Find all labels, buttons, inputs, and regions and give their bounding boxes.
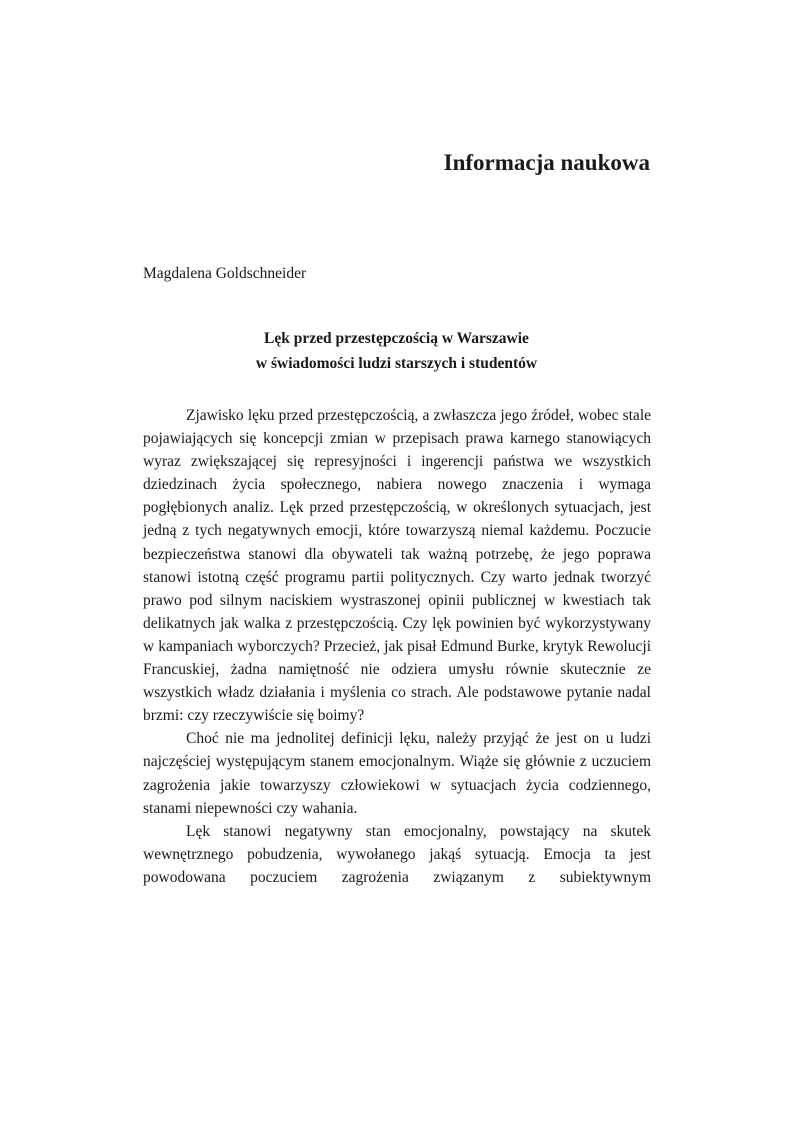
body-paragraph-3: Lęk stanowi negatywny stan emocjonalny, powstający na skutek wewnętrznego pobudzenia, wywołanego jakąś sytuacją. Emocja ta jest powodowana poczuciem zagrożenia związanym z subiektywnym xyxy=(143,822,651,886)
body-paragraph-2: Choć nie ma jednolitej definicji lęku, należy przyjąć że jest on u ludzi najczęściej występującym stanem emocjonalnym. Wiąże się głównie z uczuciem zagrożenia jakie towarzyszy człowiekowi w sytuacjach życia codziennego, stanami niepewności czy wahania. xyxy=(143,730,651,817)
article-title-line-1: Lęk przed przestępczością w Warszawie xyxy=(264,330,529,347)
article-body xyxy=(143,404,651,889)
article-title-line-2: w świadomości ludzi starszych i studentów xyxy=(255,355,538,372)
article-author: Magdalena Goldschneider xyxy=(143,265,307,282)
section-title: Informacja naukowa xyxy=(443,150,650,175)
body-paragraph-1: Zjawisko lęku przed przestępczością, a zwłaszcza jego źródeł, wobec stale pojawiających się koncepcji zmian w przepisach prawa karnego stanowiących wyraz zwiększającej się represyjności i ingerencji państwa we wszystkich dziedzinach życia społecznego, nabiera nowego znaczenia i wymaga pogłębionych analiz. Lęk przed przestępczością, w określonych sytuacjach, jest jedną z tych negatywnych emocji, które towarzyszą niemal każdemu. Poczucie bezpieczeństwa stanowi dla obywateli tak ważną potrzebę, że jego poprawa stanowi istotną część programu partii politycznych. Czy warto jednak tworzyć prawo pod silnym naciskiem wystraszonej opinii publicznej w kwestiach tak delikatnych jak walka z przestępczością. Czy lęk powinien być wykorzystywany w kampaniach wyborczych? Przecież, jak pisał Edmund Burke, krytyk Rewolucji Francuskiej, żadna namiętność nie odziera umysłu równie skutecznie ze wszystkich władz działania i myślenia co strach. Ale podstawowe pytanie nadal brzmi: czy rzeczywiście się boimy? xyxy=(143,407,651,725)
article-title xyxy=(143,326,650,376)
